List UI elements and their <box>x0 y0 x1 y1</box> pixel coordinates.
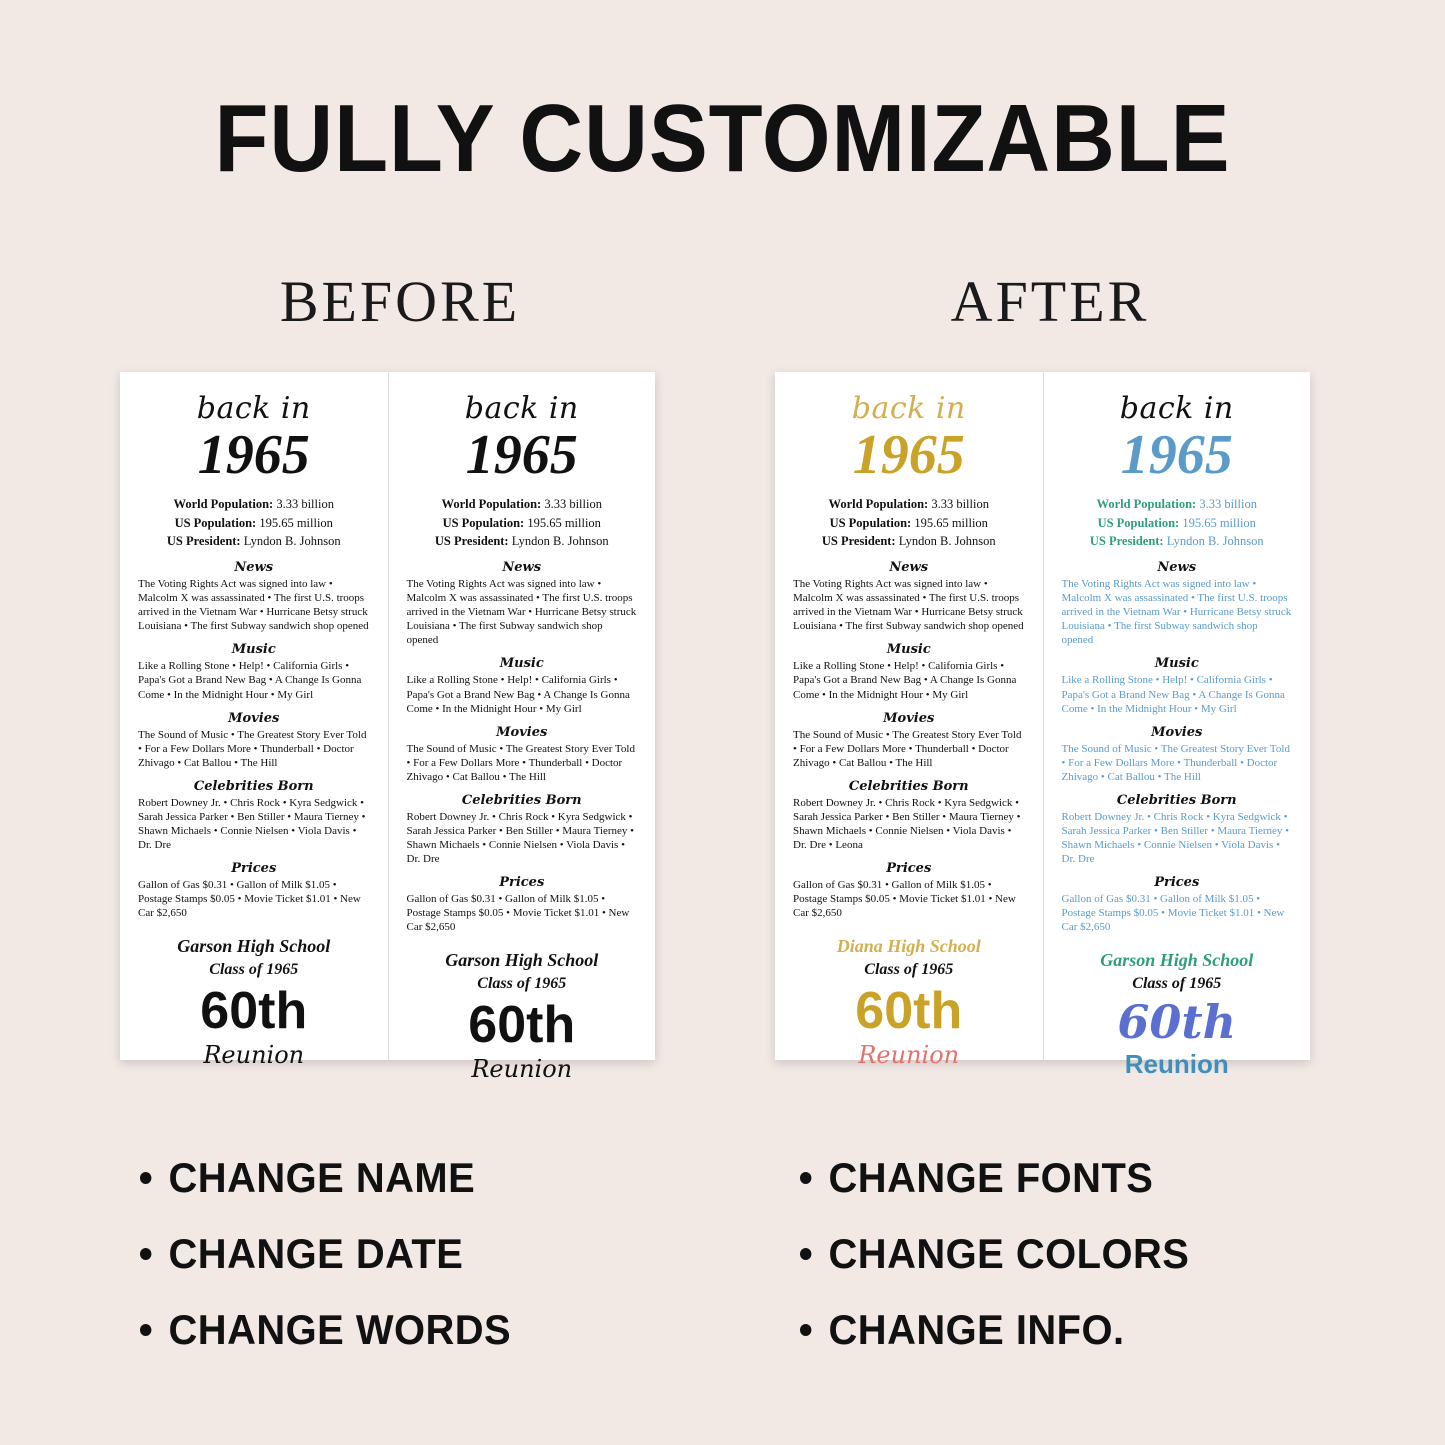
list-item-label: CHANGE FONTS <box>828 1154 1154 1201</box>
world-population-value: 3.33 billion <box>1199 496 1257 511</box>
section-body: The Sound of Music • The Greatest Story Ever Told • For a Few Dollars More • Thunderball • Doctor Zhivago • Cat Ballou • The Hill <box>793 728 1022 769</box>
us-population-value: 195.65 million <box>527 515 601 530</box>
world-population-label: World Population: <box>828 496 929 511</box>
stats-block <box>1090 495 1264 551</box>
class-of-text: Class of 1965 <box>209 961 299 979</box>
class-of-text: Class of 1965 <box>1132 975 1222 993</box>
stats-block <box>822 495 996 551</box>
us-president-label: US President: <box>166 534 241 549</box>
list-item <box>800 1292 1189 1368</box>
section-body: Like a Rolling Stone • Help! • California Girls • Papa's Got a Brand New Bag • A Change Is Gonna Come • In the Midnight Hour • My Girl <box>793 660 1017 701</box>
section-title: Movies <box>496 724 548 740</box>
section-title: News <box>234 560 274 576</box>
us-president-label: US President: <box>1089 534 1164 549</box>
section-title: Prices <box>886 861 932 877</box>
section-body: Like a Rolling Stone • Help! • California Girls • Papa's Got a Brand New Bag • A Change Is Gonna Come • In the Midnight Hour • My Girl <box>1061 674 1285 715</box>
us-president-value: Lyndon B. Johnson <box>898 534 996 549</box>
bullet-dot-icon <box>800 1172 811 1184</box>
back-in-text: back in <box>851 391 966 426</box>
us-population-label: US Population: <box>829 515 912 530</box>
world-population-value: 3.33 billion <box>931 496 989 511</box>
section-body: Robert Downey Jr. • Chris Rock • Kyra Sedgwick • Sarah Jessica Parker • Ben Stiller • Maura Tierney • Shawn Michaels • Connie Nielsen • Viola Davis • Dr. Dre • Leona <box>793 796 1021 852</box>
reunion-text: Reunion <box>858 1041 960 1070</box>
feature-list-left <box>140 1140 531 1368</box>
list-item-label: CHANGE INFO. <box>828 1306 1125 1353</box>
year-text: 1965 <box>1120 424 1233 486</box>
list-item <box>140 1292 511 1368</box>
section-prices <box>1058 875 1297 934</box>
bullet-dot-icon <box>800 1324 811 1336</box>
list-item-label: CHANGE DATE <box>168 1230 464 1277</box>
section-body: Gallon of Gas $0.31 • Gallon of Milk $1.05 • Postage Stamps $0.05 • Movie Ticket $1.01 • New Car $2,650 <box>1061 893 1285 934</box>
year-text: 1965 <box>197 424 310 486</box>
us-president-value: Lyndon B. Johnson <box>243 534 341 549</box>
section-movies <box>403 725 642 784</box>
section-movies <box>1058 725 1297 784</box>
section-music <box>403 656 642 715</box>
back-in-text: back in <box>196 391 311 426</box>
section-body: The Sound of Music • The Greatest Story Ever Told • For a Few Dollars More • Thunderball • Doctor Zhivago • Cat Ballou • The Hill <box>138 728 367 769</box>
page-title: FULLY CUSTOMIZABLE <box>214 85 1231 192</box>
list-item <box>800 1216 1189 1292</box>
section-body: Robert Downey Jr. • Chris Rock • Kyra Sedgwick • Sarah Jessica Parker • Ben Stiller • Maura Tierney • Shawn Michaels • Connie Nielsen • Viola Davis • Dr. Dre <box>138 796 366 852</box>
list-item <box>140 1216 511 1292</box>
section-body: Gallon of Gas $0.31 • Gallon of Milk $1.05 • Postage Stamps $0.05 • Movie Ticket $1.01 • New Car $2,650 <box>138 879 361 920</box>
section-news <box>134 560 374 633</box>
section-body: The Voting Rights Act was signed into law • Malcolm X was assassinated • The first U.S. troops arrived in the Vietnam War • Hurricane Betsy struck Louisiana • The first Subway sandwich shop opened <box>406 578 637 647</box>
us-president-label: US President: <box>434 534 509 549</box>
section-title: News <box>502 560 542 576</box>
us-population-value: 195.65 million <box>1182 515 1256 530</box>
world-population-label: World Population: <box>441 496 542 511</box>
section-body: The Voting Rights Act was signed into law • Malcolm X was assassinated • The first U.S. troops arrived in the Vietnam War • Hurricane Betsy struck Louisiana • The first Subway sandwich shop opened <box>793 578 1024 633</box>
poster-before-2 <box>388 372 656 1084</box>
anniversary-number: 60th <box>200 982 308 1041</box>
class-of-text: Class of 1965 <box>864 961 954 979</box>
us-population-label: US Population: <box>1097 515 1180 530</box>
section-celebrities <box>1058 793 1297 866</box>
section-title: Movies <box>228 710 280 726</box>
year-text: 1965 <box>852 424 965 486</box>
section-music <box>134 642 374 701</box>
section-celebrities <box>403 793 642 866</box>
section-title: Prices <box>1154 875 1200 891</box>
feature-list-right <box>800 1140 1210 1368</box>
reunion-text: Reunion <box>203 1041 305 1070</box>
section-title: Celebrities Born <box>1116 792 1237 808</box>
world-population-label: World Population: <box>1096 496 1197 511</box>
poster-before-1 <box>120 372 388 1070</box>
section-body: Robert Downey Jr. • Chris Rock • Kyra Sedgwick • Sarah Jessica Parker • Ben Stiller • Maura Tierney • Shawn Michaels • Connie Nielsen • Viola Davis • Dr. Dre <box>406 810 635 866</box>
school-name: Garson High School <box>177 936 331 957</box>
back-in-text: back in <box>464 391 579 426</box>
poster-after-1 <box>775 372 1043 1070</box>
back-in-text: back in <box>1119 391 1234 426</box>
us-president-value: Lyndon B. Johnson <box>511 534 609 549</box>
section-prices <box>134 861 374 920</box>
us-population-value: 195.65 million <box>914 515 988 530</box>
bullet-dot-icon <box>140 1172 151 1184</box>
section-body: Gallon of Gas $0.31 • Gallon of Milk $1.05 • Postage Stamps $0.05 • Movie Ticket $1.01 • New Car $2,650 <box>793 879 1016 920</box>
section-title: Prices <box>499 875 545 891</box>
section-news <box>789 560 1029 633</box>
anniversary-number: 60th <box>855 982 963 1041</box>
section-title: Movies <box>883 710 935 726</box>
year-text: 1965 <box>465 424 578 486</box>
us-population-label: US Population: <box>174 515 257 530</box>
section-body: The Sound of Music • The Greatest Story Ever Told • For a Few Dollars More • Thunderball • Doctor Zhivago • Cat Ballou • The Hill <box>406 742 635 783</box>
bullet-dot-icon <box>800 1248 811 1260</box>
section-body: The Sound of Music • The Greatest Story Ever Told • For a Few Dollars More • Thunderball • Doctor Zhivago • Cat Ballou • The Hill <box>1061 742 1290 783</box>
section-celebrities <box>789 779 1029 852</box>
reunion-text: Reunion <box>1124 1049 1229 1080</box>
list-item-label: CHANGE WORDS <box>168 1306 512 1353</box>
us-president-label: US President: <box>821 534 896 549</box>
section-title: Prices <box>231 861 277 877</box>
before-label: BEFORE <box>279 269 521 334</box>
school-name: Garson High School <box>445 950 599 971</box>
stats-block <box>435 495 609 551</box>
list-item-label: CHANGE COLORS <box>828 1230 1190 1277</box>
section-title: Celebrities Born <box>848 778 969 794</box>
reunion-text: Reunion <box>471 1055 573 1084</box>
section-music <box>1058 656 1297 715</box>
section-title: News <box>889 560 929 576</box>
list-item <box>800 1140 1189 1216</box>
us-president-value: Lyndon B. Johnson <box>1166 534 1264 549</box>
poster-after-2 <box>1043 372 1311 1080</box>
school-name: Diana High School <box>836 936 981 957</box>
section-news <box>403 560 642 647</box>
section-title: Celebrities Born <box>193 778 314 794</box>
section-title: Music <box>231 642 276 658</box>
anniversary-number: 60th <box>468 996 576 1055</box>
section-title: Music <box>886 642 931 658</box>
section-prices <box>789 861 1029 920</box>
section-title: Movies <box>1151 724 1203 740</box>
world-population-label: World Population: <box>173 496 274 511</box>
school-name: Garson High School <box>1100 950 1254 971</box>
section-body: Like a Rolling Stone • Help! • California Girls • Papa's Got a Brand New Bag • A Change Is Gonna Come • In the Midnight Hour • My Girl <box>406 674 630 715</box>
section-movies <box>134 711 374 770</box>
stats-block <box>167 495 341 551</box>
class-of-text: Class of 1965 <box>477 975 567 993</box>
section-prices <box>403 875 642 934</box>
world-population-value: 3.33 billion <box>276 496 334 511</box>
section-music <box>789 642 1029 701</box>
section-body: The Voting Rights Act was signed into law • Malcolm X was assassinated • The first U.S. troops arrived in the Vietnam War • Hurricane Betsy struck Louisiana • The first Subway sandwich shop opened <box>138 578 369 633</box>
section-body: Like a Rolling Stone • Help! • California Girls • Papa's Got a Brand New Bag • A Change Is Gonna Come • In the Midnight Hour • My Girl <box>138 660 362 701</box>
section-title: News <box>1157 560 1197 576</box>
list-item-label: CHANGE NAME <box>168 1154 476 1201</box>
world-population-value: 3.33 billion <box>544 496 602 511</box>
section-celebrities <box>134 779 374 852</box>
us-population-label: US Population: <box>442 515 525 530</box>
section-movies <box>789 711 1029 770</box>
list-item <box>140 1140 511 1216</box>
anniversary-number: 60th <box>1117 995 1237 1050</box>
section-body: Gallon of Gas $0.31 • Gallon of Milk $1.05 • Postage Stamps $0.05 • Movie Ticket $1.01 • New Car $2,650 <box>406 893 630 934</box>
section-title: Celebrities Born <box>461 792 582 808</box>
section-title: Music <box>499 656 544 672</box>
section-title: Music <box>1154 656 1199 672</box>
before-poster-group <box>120 372 655 1084</box>
after-poster-group <box>775 372 1310 1080</box>
bullet-dot-icon <box>140 1248 151 1260</box>
section-body: Robert Downey Jr. • Chris Rock • Kyra Sedgwick • Sarah Jessica Parker • Ben Stiller • Maura Tierney • Shawn Michaels • Connie Nielsen • Viola Davis • Dr. Dre <box>1061 810 1290 866</box>
bullet-dot-icon <box>140 1324 151 1336</box>
section-news <box>1058 560 1297 647</box>
after-label: AFTER <box>950 269 1150 334</box>
section-body: The Voting Rights Act was signed into law • Malcolm X was assassinated • The first U.S. troops arrived in the Vietnam War • Hurricane Betsy struck Louisiana • The first Subway sandwich shop opened <box>1061 578 1292 647</box>
us-population-value: 195.65 million <box>259 515 333 530</box>
